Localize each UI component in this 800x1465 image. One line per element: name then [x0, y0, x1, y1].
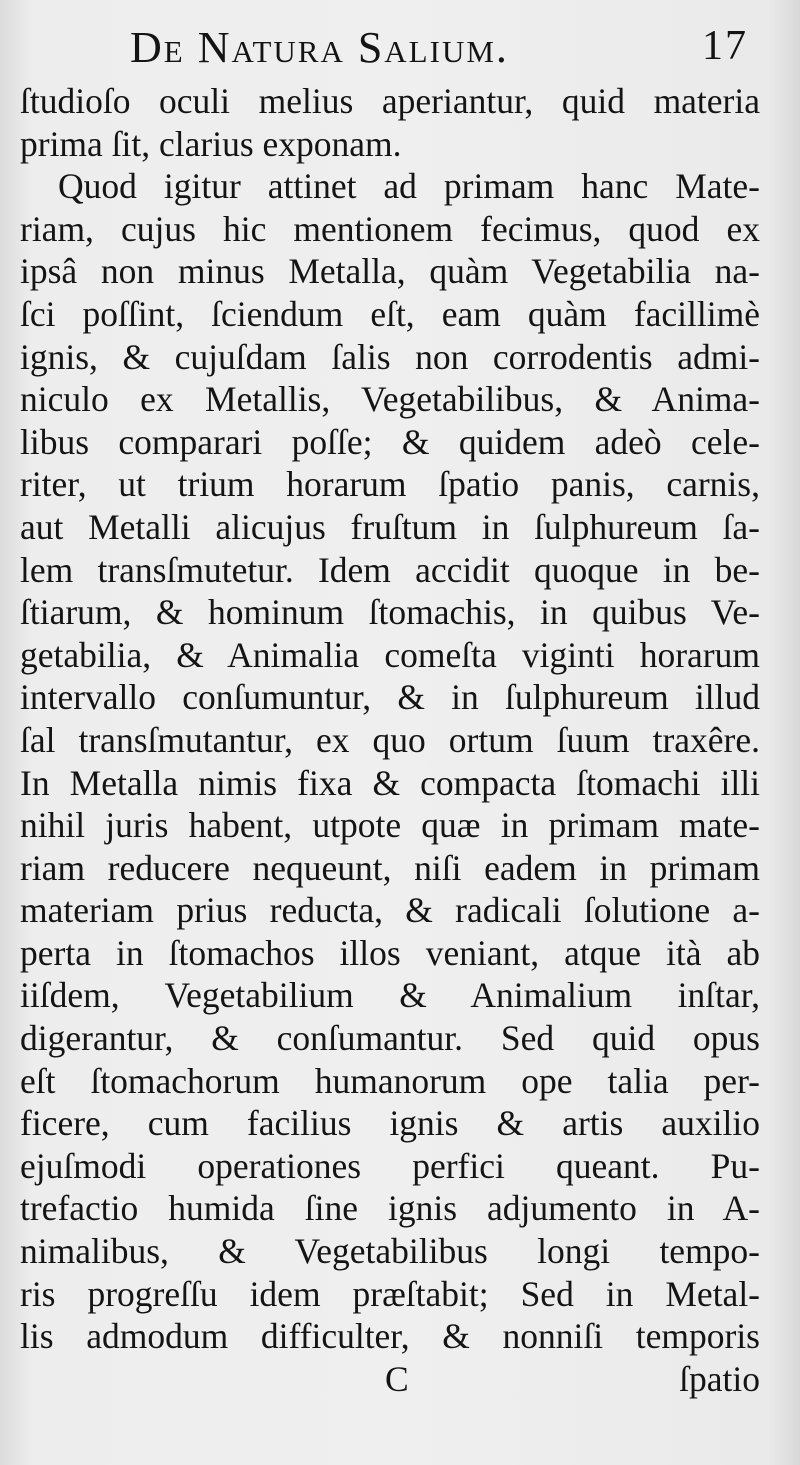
text-line: ipsâ non minus Metalla, quàm Vegetabilia na- — [20, 251, 760, 292]
running-title: De Natura Salium. — [130, 23, 509, 72]
text-line: ignis, & cujuſdam ſalis non corrodentis admi- — [20, 336, 760, 377]
text-line: ris progreſſu idem præſtabit; Sed in Metal- — [20, 1273, 760, 1314]
text-line: nihil juris habent, utpote quæ in primam mate- — [20, 805, 760, 846]
page-number: 17 — [702, 23, 748, 69]
text-line: eſt ſtomachorum humanorum ope talia per- — [20, 1060, 760, 1101]
catchword: ſpatio — [679, 1359, 760, 1399]
text-line: Quod igitur attinet ad primam hanc Mate- — [58, 166, 760, 207]
text-line: ficere, cum facilius ignis & artis auxilio — [20, 1103, 760, 1144]
text-line: riter, ut trium horarum ſpatio panis, carnis, — [20, 464, 760, 505]
body-text — [20, 80, 760, 1358]
text-line: aut Metalli alicujus fruſtum in ſulphureum ſa- — [20, 506, 760, 547]
text-line: ſal transſmutantur, ex quo ortum ſuum traxêre. — [20, 719, 760, 760]
text-line: riam reducere nequeunt, niſi eadem in primam — [20, 847, 760, 888]
running-head — [130, 22, 770, 78]
text-line: ſci poſſint, ſciendum eſt, eam quàm facillimè — [20, 293, 760, 334]
text-line: lis admodum difficulter, & nonniſi temporis — [20, 1316, 760, 1357]
text-line: niculo ex Metallis, Vegetabilibus, & Anima- — [20, 379, 760, 420]
text-line: trefactio humida ſine ignis adjumento in A- — [20, 1188, 760, 1229]
text-line: materiam prius reducta, & radicali ſolutione a- — [20, 890, 760, 931]
text-line: prima ſit, clarius exponam. — [20, 123, 402, 164]
text-line: riam, cujus hic mentionem fecimus, quod ex — [20, 208, 760, 249]
text-line: digerantur, & conſumantur. Sed quid opus — [20, 1018, 760, 1059]
text-line: intervallo conſumuntur, & in ſulphureum illud — [20, 677, 760, 718]
text-line: ejuſmodi operationes perfici queant. Pu- — [20, 1145, 760, 1186]
text-line: ſtiarum, & hominum ſtomachis, in quibus Ve- — [20, 592, 760, 633]
text-line: In Metalla nimis fixa & compacta ſtomachi illi — [20, 762, 760, 803]
text-line: lem transſmutetur. Idem accidit quoque in be- — [20, 549, 760, 590]
text-line: ſtudioſo oculi melius aperiantur, quid materia — [20, 81, 760, 121]
text-line: iiſdem, Vegetabilium & Animalium inſtar, — [20, 975, 760, 1016]
text-line: nimalibus, & Vegetabilibus longi tempo- — [20, 1231, 760, 1272]
signature-mark: C — [385, 1359, 409, 1399]
page-footer — [20, 1358, 760, 1402]
text-line: perta in ſtomachos illos veniant, atque ità ab — [20, 932, 760, 973]
text-line: libus comparari poſſe; & quidem adeò cele- — [20, 421, 760, 462]
text-line: getabilia, & Animalia comeſta viginti horarum — [20, 634, 760, 675]
